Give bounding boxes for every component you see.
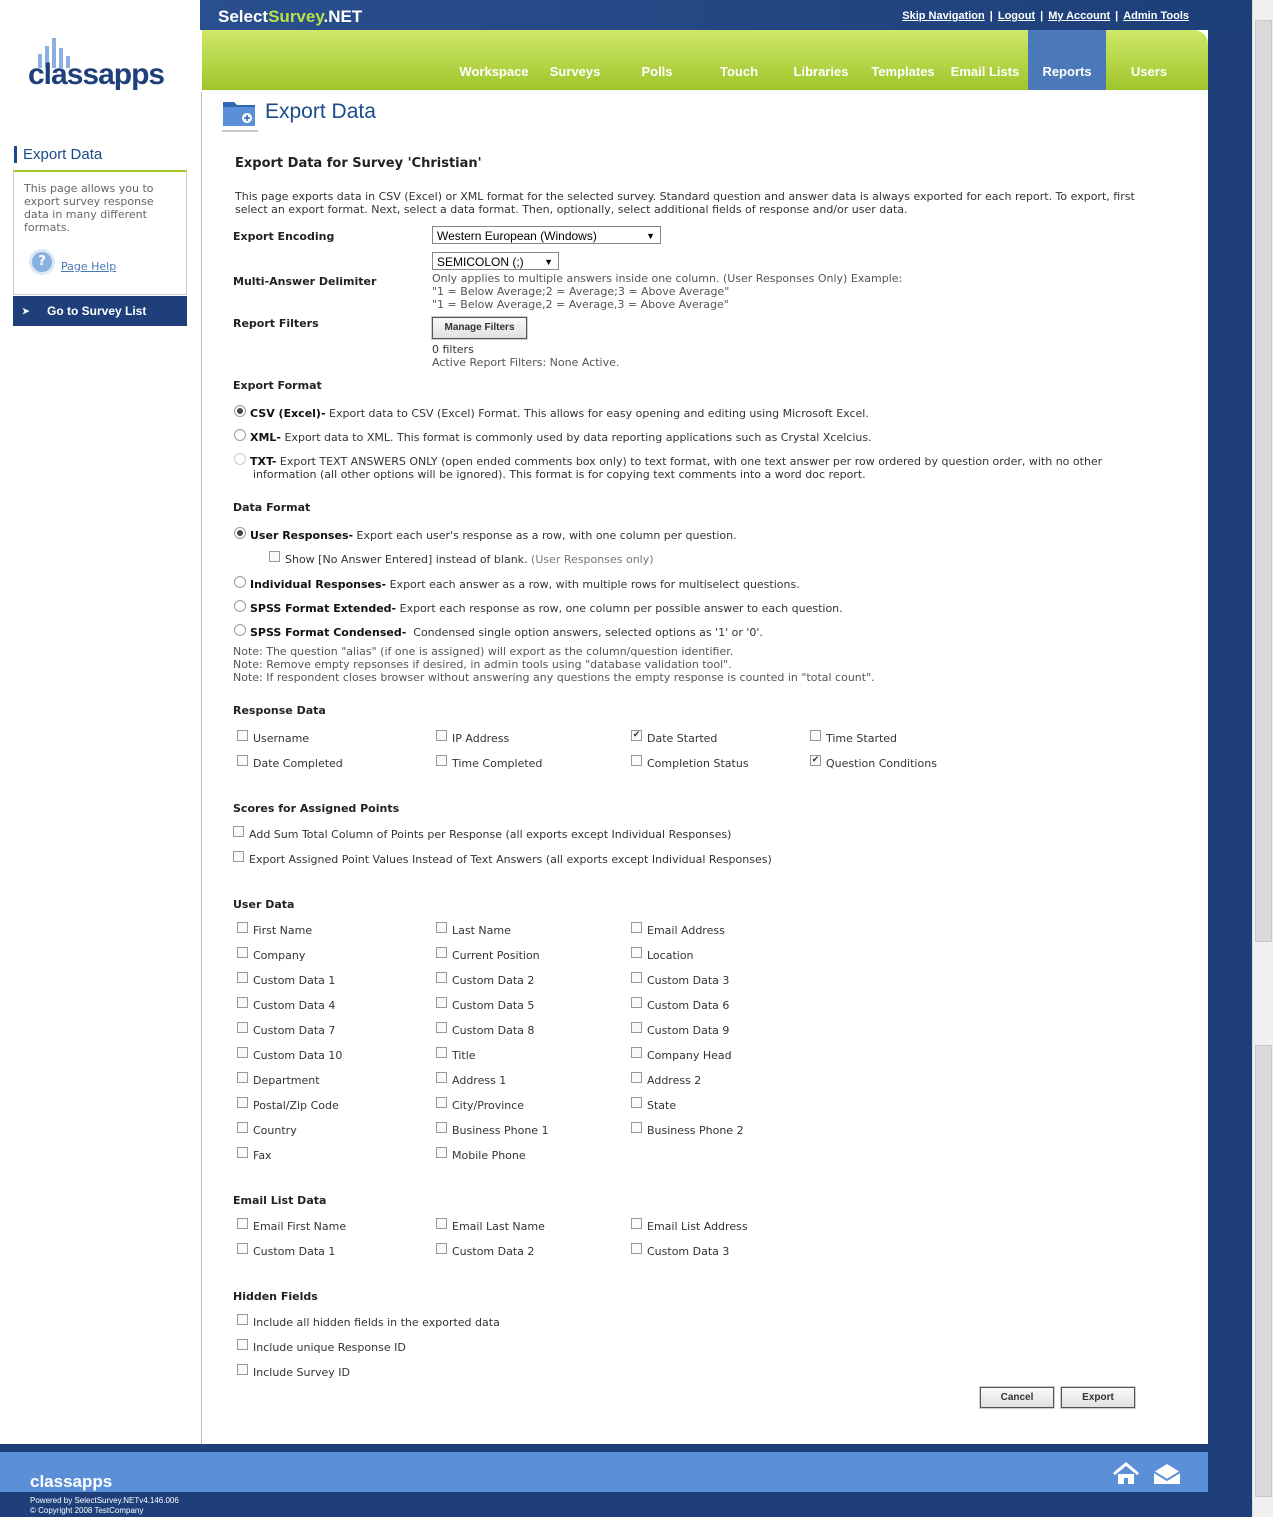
question-conditions-label: Question Conditions	[826, 757, 937, 770]
custom-data-5-label: Custom Data 5	[452, 999, 535, 1012]
custom-data-3-label: Custom Data 3	[647, 974, 730, 987]
go-to-survey-list-button[interactable]: ➤ Go to Survey List	[13, 296, 187, 326]
note-empty: Note: Remove empty repsonses if desired, in admin tools using "database validation tool".	[233, 658, 732, 671]
question-conditions-checkbox[interactable]: ✔	[811, 755, 820, 765]
custom-data-4-checkbox[interactable]	[237, 997, 248, 1008]
ip-address-checkbox[interactable]	[436, 730, 447, 741]
main-nav	[202, 30, 1208, 90]
address-1-checkbox[interactable]	[436, 1072, 447, 1083]
date-started-checkbox[interactable]: ✔	[632, 730, 641, 740]
logo-text: classapps	[28, 58, 165, 91]
copyright: © Copyright 2008 TestCompany	[30, 1506, 144, 1515]
delimiter-note-3: "1 = Below Average,2 = Average,3 = Above Average"	[432, 298, 729, 311]
current-position-checkbox[interactable]	[436, 947, 447, 958]
custom-data-1-label: Custom Data 1	[253, 974, 336, 987]
ip-address-label: IP Address	[452, 732, 510, 745]
custom-data-9-checkbox[interactable]	[631, 1022, 642, 1033]
custom-data-7-checkbox[interactable]	[237, 1022, 248, 1033]
first-name-checkbox[interactable]	[237, 922, 248, 933]
custom-data-6-checkbox[interactable]	[631, 997, 642, 1008]
help-icon[interactable]: ?	[32, 252, 52, 272]
survey-heading: Export Data for Survey 'Christian'	[235, 156, 482, 171]
sidebar-description: This page allows you to export survey response data in many different formats.	[24, 182, 154, 234]
date-completed-label: Date Completed	[253, 757, 343, 770]
nav-email-lists[interactable]: Email Lists	[950, 64, 1020, 79]
custom-data-4-label: Custom Data 4	[253, 999, 336, 1012]
company-head-checkbox[interactable]	[631, 1047, 642, 1058]
address-2-label: Address 2	[647, 1074, 702, 1087]
completion-status-label: Completion Status	[647, 757, 749, 770]
custom-data-10-label: Custom Data 10	[253, 1049, 343, 1062]
country-checkbox[interactable]	[237, 1122, 248, 1133]
point-values-checkbox[interactable]	[233, 851, 244, 862]
home-icon[interactable]	[1112, 1462, 1140, 1486]
scrollbar[interactable]	[1252, 0, 1273, 1517]
time-started-label: Time Started	[826, 732, 898, 745]
nav-touch[interactable]: Touch	[719, 64, 759, 79]
custom-data-1-checkbox[interactable]	[237, 972, 248, 983]
current-position-label: Current Position	[452, 949, 540, 962]
csv-option-label: CSV (Excel)- Export data to CSV (Excel) Format. This allows for easy opening and editing using Microsoft Excel.	[250, 407, 869, 420]
encoding-select[interactable]: Western European (Windows) ▼	[432, 226, 661, 244]
custom-data-2-checkbox[interactable]	[436, 1243, 447, 1254]
title-label: Title	[452, 1049, 476, 1062]
all-hidden-fields-checkbox[interactable]	[237, 1314, 248, 1325]
city-province-checkbox[interactable]	[436, 1097, 447, 1108]
page-help-link[interactable]: Page Help	[61, 260, 117, 273]
title-checkbox[interactable]	[436, 1047, 447, 1058]
individual-responses-label: Individual Responses- Export each answer as a row, with multiple rows for multiselect questions.	[250, 578, 800, 591]
email-address-label: Email Address	[647, 924, 725, 937]
xml-option-label: XML- Export data to XML. This format is commonly used by data reporting applications such as Crystal Xcelcius.	[250, 431, 872, 444]
spss-extended-label: SPSS Format Extended- Export each response as row, one column per possible answer to each question.	[250, 602, 843, 615]
user-responses-label: User Responses- Export each user's response as a row, with one column per question.	[250, 529, 737, 542]
time-completed-label: Time Completed	[452, 757, 543, 770]
email-last-name-checkbox[interactable]	[436, 1218, 447, 1229]
address-1-label: Address 1	[452, 1074, 507, 1087]
page-right-background	[1208, 30, 1252, 1517]
footer	[0, 1444, 1208, 1517]
show-no-answer-label: Show [No Answer Entered] instead of blank. (User Responses only)	[285, 553, 654, 566]
nav-active-highlight	[1028, 30, 1106, 90]
spss-extended-radio[interactable]	[234, 600, 246, 612]
time-started-checkbox[interactable]	[810, 730, 821, 741]
department-checkbox[interactable]	[237, 1072, 248, 1083]
delimiter-select[interactable]: SEMICOLON (;) ▼	[432, 252, 559, 270]
sum-total-label: Add Sum Total Column of Points per Response (all exports except Individual Responses)	[249, 828, 732, 841]
skip-navigation-link[interactable]: Skip Navigation	[902, 10, 985, 22]
survey-id-checkbox[interactable]	[237, 1364, 248, 1375]
company-checkbox[interactable]	[237, 947, 248, 958]
spss-condensed-label: SPSS Format Condensed- Condensed single option answers, selected options as '1' or '0'.	[250, 626, 763, 639]
nav-libraries[interactable]: Libraries	[793, 64, 849, 79]
logout-link[interactable]: Logout	[997, 10, 1036, 22]
custom-data-1-checkbox[interactable]	[237, 1243, 248, 1254]
address-2-checkbox[interactable]	[631, 1072, 642, 1083]
business-phone-2-checkbox[interactable]	[631, 1122, 642, 1133]
survey-id-label: Include Survey ID	[253, 1366, 351, 1379]
location-checkbox[interactable]	[631, 947, 642, 958]
cancel-button[interactable]: Cancel	[980, 1387, 1054, 1408]
email-first-name-label: Email First Name	[253, 1220, 347, 1233]
business-phone-1-checkbox[interactable]	[436, 1122, 447, 1133]
filters-active: Active Report Filters: None Active.	[432, 356, 620, 369]
username-checkbox[interactable]	[237, 730, 248, 741]
manage-filters-button[interactable]: Manage Filters	[432, 317, 527, 339]
custom-data-9-label: Custom Data 9	[647, 1024, 730, 1037]
nav-users[interactable]: Users	[1130, 64, 1168, 79]
folder-icon	[222, 98, 256, 128]
my-account-link[interactable]: My Account	[1048, 10, 1111, 22]
filters-count: 0 filters	[432, 343, 474, 356]
note-browser: Note: If respondent closes browser without answering any questions the empty response is counted in "total count".	[233, 671, 875, 684]
hidden-fields-title: Hidden Fields	[233, 1290, 318, 1303]
date-completed-checkbox[interactable]	[237, 755, 248, 766]
txt-option-label: TXT- Export TEXT ANSWERS ONLY (open ended comments box only) to text format, with one text answer per row ordered by question order, with no other	[250, 455, 1103, 468]
custom-data-3-checkbox[interactable]	[631, 1243, 642, 1254]
footer-band	[0, 1452, 1208, 1492]
mobile-phone-checkbox[interactable]	[436, 1147, 447, 1158]
filters-label: Report Filters	[233, 317, 319, 330]
scrollbar-track-upper[interactable]	[1255, 20, 1272, 942]
note-alias: Note: The question "alias" (if one is assigned) will export as the column/question identifier.	[233, 645, 734, 658]
point-values-label: Export Assigned Point Values Instead of Text Answers (all exports except Individual Responses)	[249, 853, 772, 866]
business-phone-1-label: Business Phone 1	[452, 1124, 549, 1137]
response-data-title: Response Data	[233, 704, 326, 717]
export-button[interactable]: Export	[1061, 1387, 1135, 1408]
city-province-label: City/Province	[452, 1099, 525, 1112]
encoding-label: Export Encoding	[233, 230, 335, 243]
response-id-label: Include unique Response ID	[253, 1341, 406, 1354]
user-data-title: User Data	[233, 898, 295, 911]
location-label: Location	[647, 949, 694, 962]
title-underline	[222, 130, 258, 132]
custom-data-6-label: Custom Data 6	[647, 999, 730, 1012]
show-no-answer-checkbox[interactable]	[269, 551, 280, 562]
intro-text: This page exports data in CSV (Excel) or XML format for the selected survey. Standard question and answer data is always exported for each report. To export, first select an export format. Next, select a data format. Then, optionally, select additional fields of response and/or user data.	[235, 190, 1135, 216]
email-list-address-label: Email List Address	[647, 1220, 748, 1233]
custom-data-2-label: Custom Data 2	[452, 1245, 535, 1258]
nav-workspace[interactable]: Workspace	[459, 64, 529, 79]
response-id-checkbox[interactable]	[237, 1339, 248, 1350]
custom-data-3-checkbox[interactable]	[631, 972, 642, 983]
company-head-label: Company Head	[647, 1049, 732, 1062]
mobile-phone-label: Mobile Phone	[452, 1149, 526, 1162]
txt-option-label-cont: information (all other options will be ignored). This format is for copying text comments into a word doc report.	[253, 468, 866, 481]
department-label: Department	[253, 1074, 320, 1087]
logo[interactable]	[0, 10, 200, 92]
state-label: State	[647, 1099, 677, 1112]
nav-templates[interactable]: Templates	[871, 64, 935, 79]
fax-checkbox[interactable]	[237, 1147, 248, 1158]
csv-radio[interactable]	[234, 405, 246, 417]
nav-surveys[interactable]: Surveys	[549, 64, 601, 79]
email-list-data-title: Email List Data	[233, 1194, 327, 1207]
data-format-title: Data Format	[233, 501, 311, 514]
scrollbar-thumb[interactable]	[1255, 1045, 1272, 1497]
brand-title: SelectSurvey.NET	[218, 7, 363, 26]
last-name-label: Last Name	[452, 924, 511, 937]
txt-radio[interactable]	[234, 453, 246, 465]
email-list-address-checkbox[interactable]	[631, 1218, 642, 1229]
postal-zip-code-label: Postal/Zip Code	[253, 1099, 339, 1112]
sidebar-title: Export Data	[14, 146, 102, 163]
custom-data-2-checkbox[interactable]	[436, 972, 447, 983]
custom-data-10-checkbox[interactable]	[237, 1047, 248, 1058]
nav-polls[interactable]: Polls	[641, 64, 673, 79]
delimiter-note-2: "1 = Below Average;2 = Average;3 = Above Average"	[432, 285, 730, 298]
footer-logo[interactable]: classapps	[30, 1472, 113, 1491]
completion-status-checkbox[interactable]	[631, 755, 642, 766]
page-title: Export Data	[265, 100, 376, 123]
business-phone-2-label: Business Phone 2	[647, 1124, 744, 1137]
sidebar-help-box	[13, 170, 187, 295]
postal-zip-code-checkbox[interactable]	[237, 1097, 248, 1108]
admin-tools-link[interactable]: Admin Tools	[1123, 10, 1189, 22]
custom-data-8-checkbox[interactable]	[436, 1022, 447, 1033]
company-label: Company	[253, 949, 306, 962]
email-first-name-checkbox[interactable]	[237, 1218, 248, 1229]
dropdown-caret-icon: ▼	[646, 231, 655, 241]
nav-reports[interactable]: Reports	[1042, 64, 1092, 79]
custom-data-3-label: Custom Data 3	[647, 1245, 730, 1258]
export-format-title: Export Format	[233, 379, 322, 392]
all-hidden-fields-label: Include all hidden fields in the exported data	[253, 1316, 500, 1329]
top-links: Skip Navigation | Logout | My Account | Admin Tools	[902, 10, 1189, 22]
dropdown-caret-icon: ▼	[544, 257, 553, 267]
email-last-name-label: Email Last Name	[452, 1220, 545, 1233]
xml-radio[interactable]	[234, 429, 246, 441]
mail-icon[interactable]	[1152, 1462, 1182, 1486]
username-label: Username	[253, 732, 310, 745]
email-address-checkbox[interactable]	[631, 922, 642, 933]
first-name-label: First Name	[253, 924, 313, 937]
custom-data-5-checkbox[interactable]	[436, 997, 447, 1008]
custom-data-1-label: Custom Data 1	[253, 1245, 336, 1258]
scores-title: Scores for Assigned Points	[233, 802, 400, 815]
country-label: Country	[253, 1124, 297, 1137]
delimiter-label: Multi-Answer Delimiter	[233, 275, 377, 288]
custom-data-2-label: Custom Data 2	[452, 974, 535, 987]
last-name-checkbox[interactable]	[436, 922, 447, 933]
custom-data-8-label: Custom Data 8	[452, 1024, 535, 1037]
arrow-icon: ➤	[22, 306, 30, 316]
state-checkbox[interactable]	[631, 1097, 642, 1108]
time-completed-checkbox[interactable]	[436, 755, 447, 766]
spss-condensed-radio[interactable]	[234, 624, 246, 636]
sum-total-checkbox[interactable]	[233, 826, 244, 837]
content-divider	[201, 92, 202, 1444]
user-responses-radio[interactable]	[234, 527, 246, 539]
date-started-label: Date Started	[647, 732, 718, 745]
delimiter-note-1: Only applies to multiple answers inside one column. (User Responses Only) Example:	[432, 272, 903, 285]
fax-label: Fax	[253, 1149, 272, 1162]
custom-data-7-label: Custom Data 7	[253, 1024, 336, 1037]
individual-responses-radio[interactable]	[234, 576, 246, 588]
powered-by: Powered by SelectSurvey.NETv4.146.006	[30, 1496, 179, 1505]
